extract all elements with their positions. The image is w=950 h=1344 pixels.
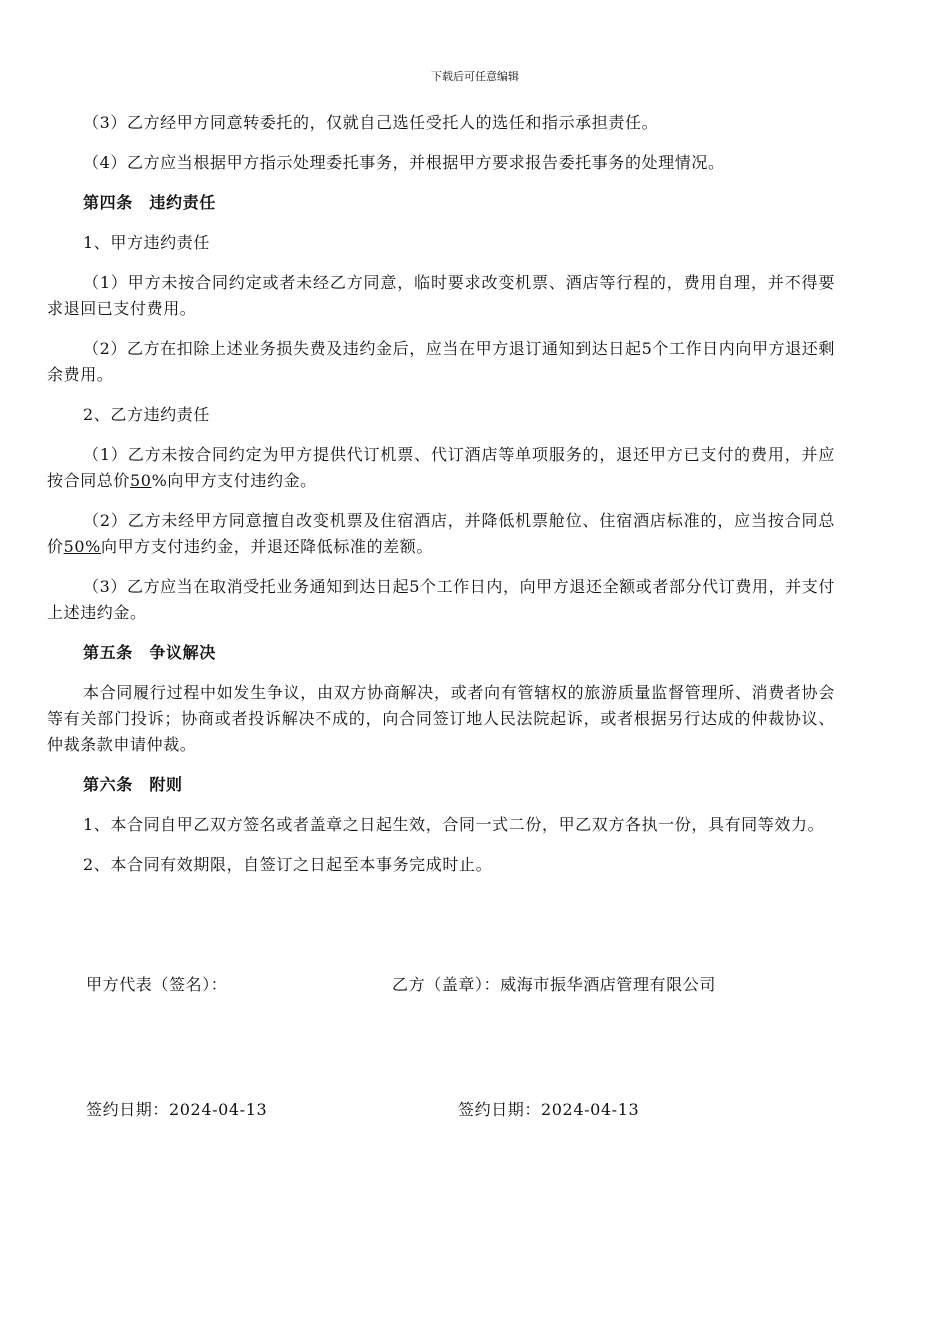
party-a-signature-label: 甲方代表（签名）： [86,975,228,994]
paragraph [47,508,835,560]
paragraph-text: %向甲方支付违约金。 [151,471,317,490]
paragraph: （3）乙方应当在取消受托业务通知到达日起5个工作日内，向甲方退还全额或者部分代订费用，并支付上述违约金。 [47,577,835,622]
paragraph: 1、甲方违约责任 [83,233,210,252]
paragraph-text: （2）乙方未经甲方同意擅自改变机票及住宿酒店，并降低机票舱位、住宿酒店标准的，应当按合同总价 [47,511,835,556]
contract-body [47,110,835,892]
section-heading: 第五条 争议解决 [83,643,216,662]
paragraph: 本合同履行过程中如发生争议，由双方协商解决，或者向有管辖权的旅游质量监督管理所、消费者协会等有关部门投诉；协商或者投诉解决不成的，向合同签订地人民法院起诉，或者根据另行达成的仲裁协议、仲裁条款申请仲裁。 [47,683,835,754]
paragraph: （2）乙方在扣除上述业务损失费及违约金后，应当在甲方退订通知到达日起5个工作日内向甲方退还剩余费用。 [47,339,835,384]
paragraph: 1、本合同自甲乙双方签名或者盖章之日起生效，合同一式二份，甲乙双方各执一份，具有同等效力。 [83,815,825,834]
paragraph-text: 向甲方支付违约金，并退还降低标准的差额。 [100,537,433,556]
underlined-percentage: 50 [130,471,152,490]
paragraph-text: （1）乙方未按合同约定为甲方提供代订机票、代订酒店等单项服务的，退还甲方已支付的费用，并应按合同总价 [47,445,835,490]
paragraph: 2、乙方违约责任 [83,405,210,424]
party-b-date: 签约日期：2024-04-13 [458,1100,640,1119]
section-heading: 第四条 违约责任 [83,193,216,212]
paragraph [47,442,835,494]
party-a-date: 签约日期：2024-04-13 [86,1100,268,1119]
paragraph: （1）甲方未按合同约定或者未经乙方同意，临时要求改变机票、酒店等行程的，费用自理，并不得要求退回已支付费用。 [47,273,835,318]
paragraph: 2、本合同有效期限，自签订之日起至本事务完成时止。 [83,855,493,874]
paragraph: （3）乙方经甲方同意转委托的，仅就自己选任受托人的选任和指示承担责任。 [83,113,659,132]
underlined-percentage: 50% [63,537,101,556]
header-note: 下载后可任意编辑 [431,70,519,83]
paragraph: （4）乙方应当根据甲方指示处理委托事务，并根据甲方要求报告委托事务的处理情况。 [83,153,725,172]
party-b-seal-label: 乙方（盖章）：威海市振华酒店管理有限公司 [392,975,717,994]
section-heading: 第六条 附则 [83,775,183,794]
